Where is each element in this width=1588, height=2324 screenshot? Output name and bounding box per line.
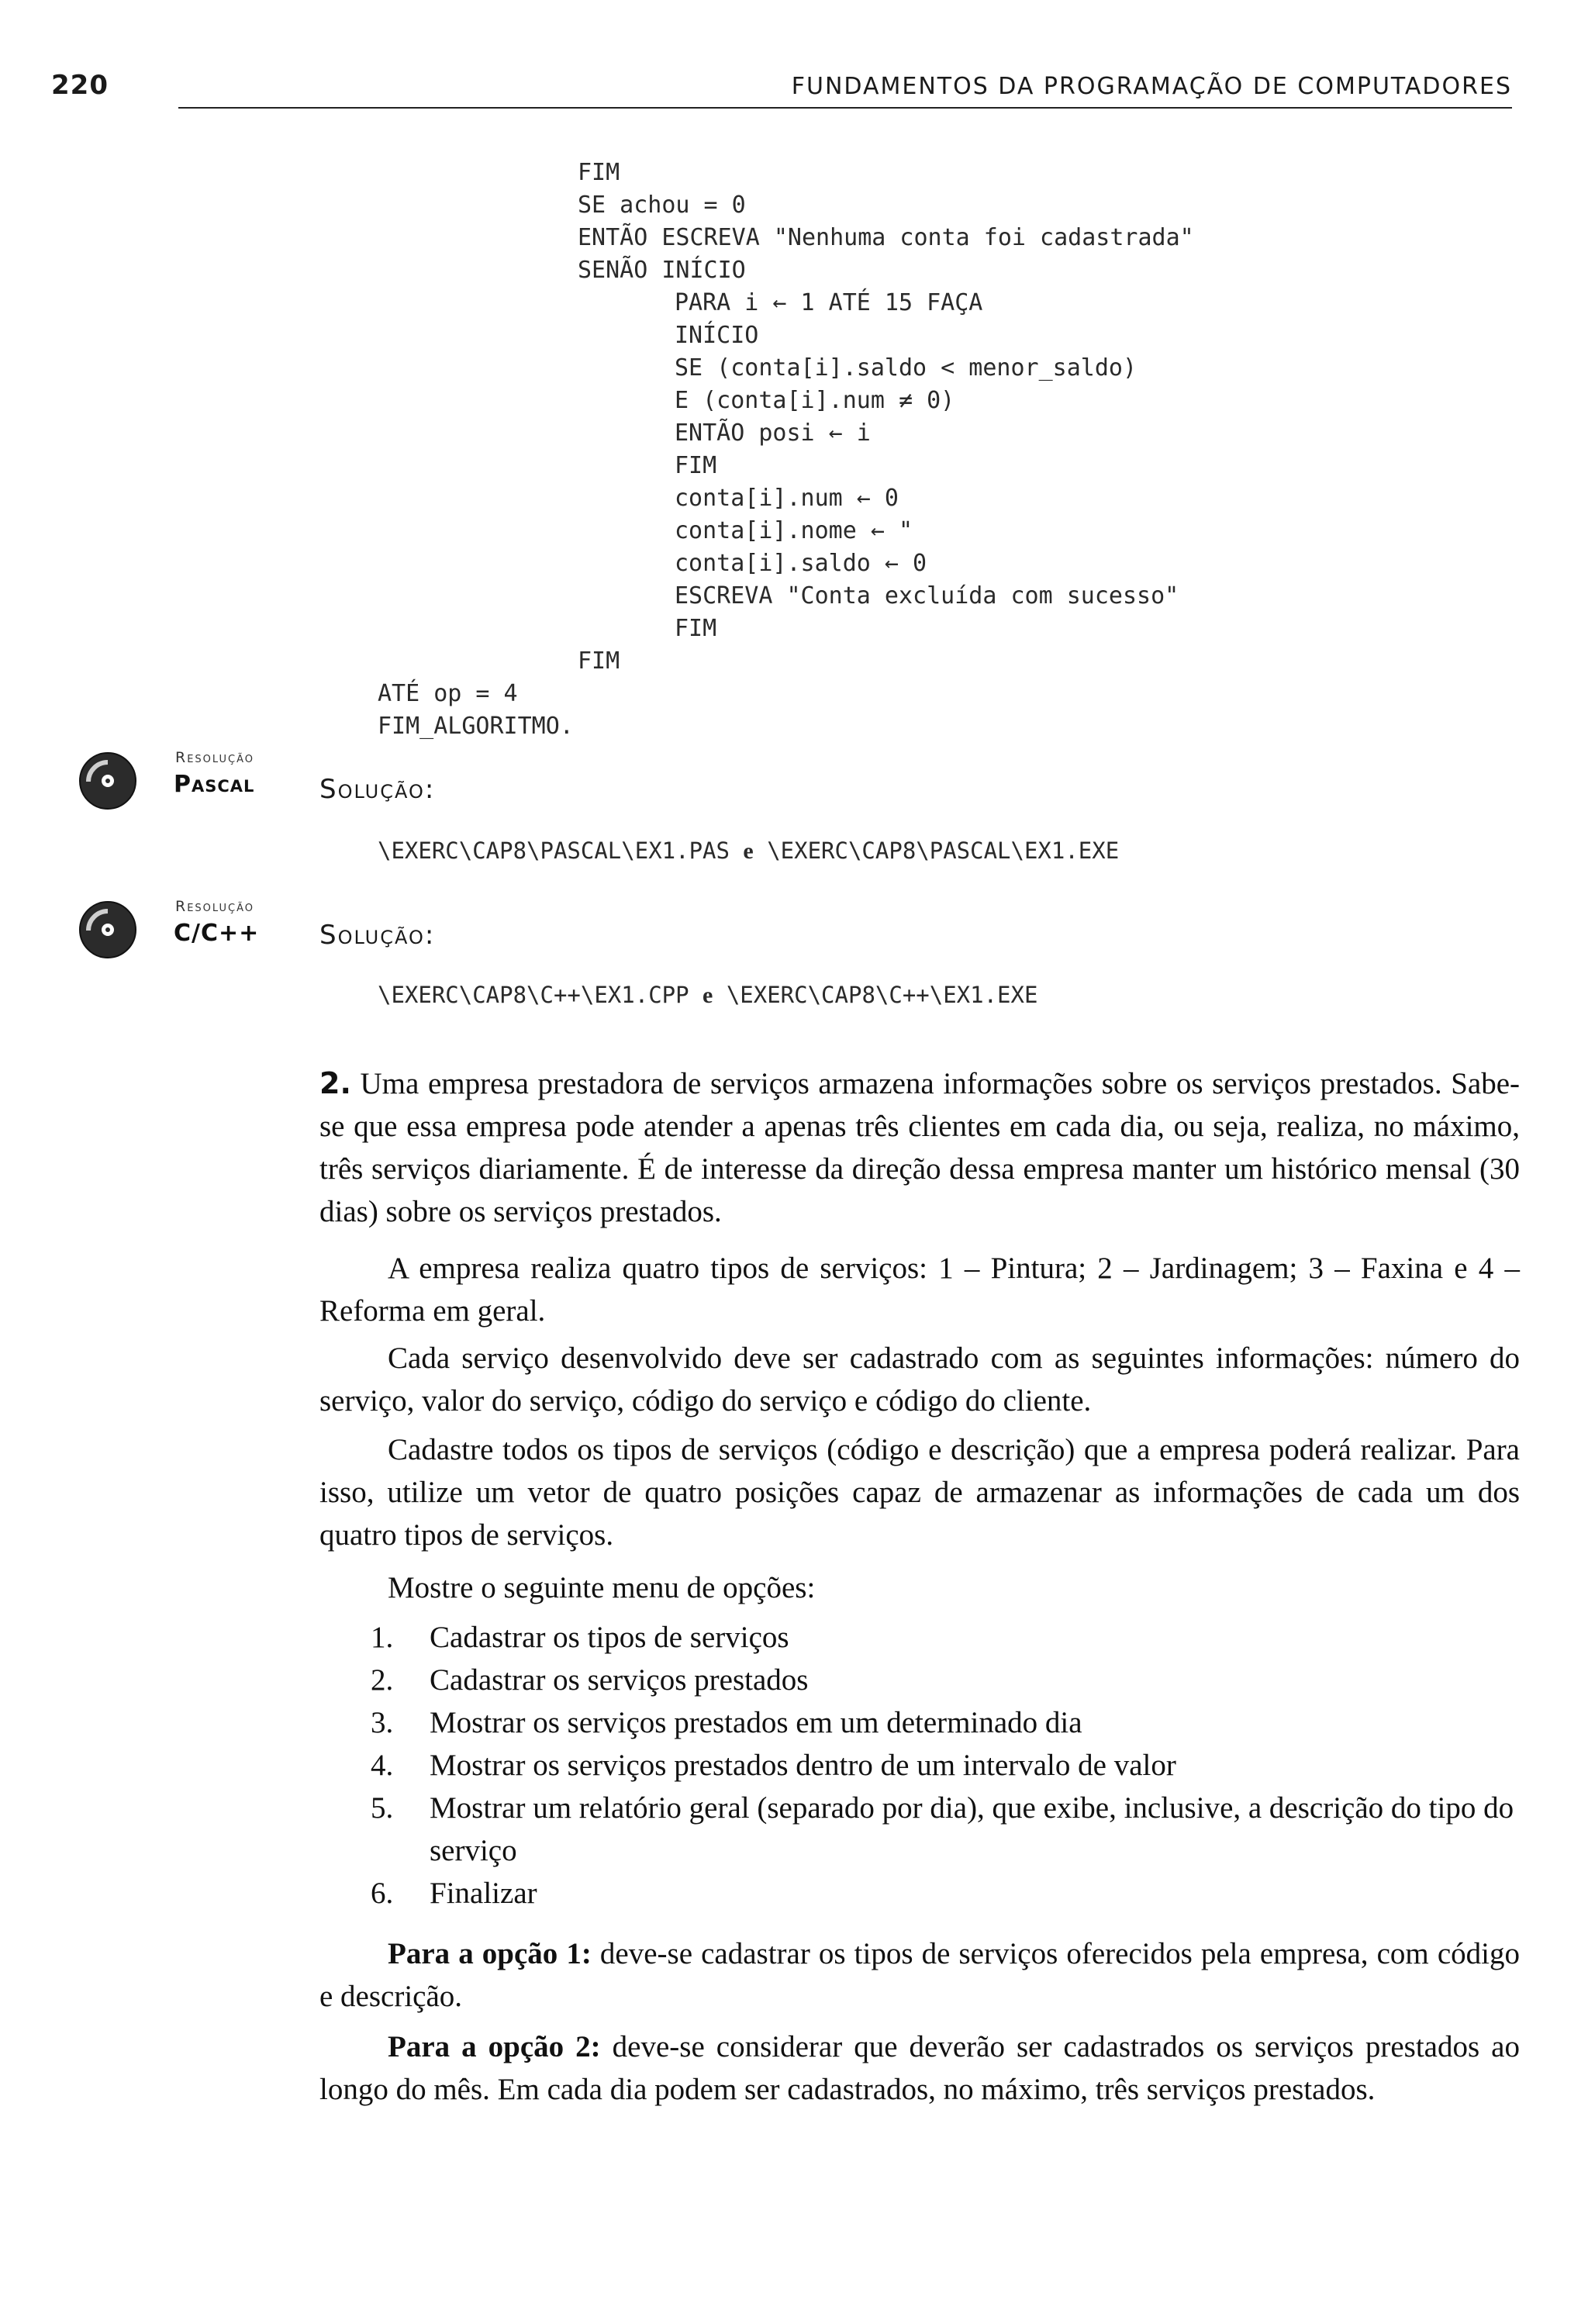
code-line: E (conta[i].num ≠ 0) xyxy=(675,387,955,414)
option-2-text: deve-se considerar que deverão ser cadastrados os serviços prestados ao longo do mês. Em cada dia podem ser cadastrados, no máximo, três serviços prestados. xyxy=(319,2030,1520,2106)
solution-path-executable: \EXERC\CAP8\C++\EX1.EXE xyxy=(726,982,1038,1008)
code-line: ESCREVA "Conta excluída com sucesso" xyxy=(675,582,1179,609)
exercise-intro-text: Uma empresa prestadora de serviços armazena informações sobre os serviços prestados. Sabe-se que essa empresa pode atender a apenas três clientes em cada dia, ou seja, realiza, no máximo, três serviços diariamente. É de interesse da direção dessa empresa manter um histórico mensal (30 dias) sobre os serviços prestados. xyxy=(319,1067,1521,1228)
solution-path-source: \EXERC\CAP8\PASCAL\EX1.PAS xyxy=(378,837,730,864)
resolution-badge-pascal xyxy=(78,748,295,817)
code-line: conta[i].saldo ← 0 xyxy=(675,550,927,577)
paragraph: Mostre o seguinte menu de opções: xyxy=(388,1571,816,1604)
path-conjunction: e xyxy=(743,838,754,864)
code-line: FIM xyxy=(675,452,717,479)
code-line: FIM xyxy=(675,615,717,642)
exercise-intro xyxy=(319,1062,1520,1233)
running-title: FUNDAMENTOS DA PROGRAMAÇÃO DE COMPUTADORES xyxy=(791,73,1512,100)
solution-label: Solução: xyxy=(319,774,436,805)
list-item-text: Mostrar um relatório geral (separado por dia), que exibe, inclusive, a descrição do tipo do serviço xyxy=(430,1791,1514,1867)
code-line: FIM xyxy=(578,647,620,675)
exercise-number: 2. xyxy=(319,1066,351,1100)
disc-icon xyxy=(78,751,138,811)
list-item-number: 3. xyxy=(371,1706,394,1739)
list-item-number: 4. xyxy=(371,1749,394,1782)
code-line: ENTÃO ESCREVA "Nenhuma conta foi cadastrada" xyxy=(578,224,1194,251)
paragraph: Cadastre todos os tipos de serviços (código e descrição) que a empresa poderá realizar. Para isso, utilize um vetor de quatro posições capaz de armazenar as informações de cada um dos quatro tipos de serviços. xyxy=(319,1433,1520,1552)
list-item xyxy=(371,1659,1526,1701)
code-line: PARA i ← 1 ATÉ 15 FAÇA xyxy=(675,289,983,316)
list-item xyxy=(371,1744,1526,1787)
list-item-number: 1. xyxy=(371,1621,394,1654)
list-item xyxy=(371,1701,1526,1744)
page-number: 220 xyxy=(51,70,109,101)
option-1-label: Para a opção 1: xyxy=(388,1937,592,1970)
list-item-text: Cadastrar os serviços prestados xyxy=(430,1663,809,1697)
code-line: conta[i].nome ← " xyxy=(675,517,913,544)
option-1-paragraph xyxy=(319,1932,1520,2018)
path-conjunction: e xyxy=(703,982,713,1008)
option-2-paragraph xyxy=(319,2025,1520,2111)
resolution-language: C/C++ xyxy=(174,920,260,947)
option-1-text: deve-se cadastrar os tipos de serviços oferecidos pela empresa, com código e descrição. xyxy=(319,1937,1520,2013)
solution-path-executable: \EXERC\CAP8\PASCAL\EX1.EXE xyxy=(767,837,1120,864)
paragraph: Cada serviço desenvolvido deve ser cadastrado com as seguintes informações: número do serviço, valor do serviço, código do serviço e código do cliente. xyxy=(319,1342,1520,1418)
code-line: FIM_ALGORITMO. xyxy=(378,713,574,740)
list-item-number: 2. xyxy=(371,1663,394,1697)
menu-list xyxy=(371,1616,1526,1915)
list-item-text: Mostrar os serviços prestados dentro de um intervalo de valor xyxy=(430,1749,1176,1782)
code-line: conta[i].num ← 0 xyxy=(675,485,899,512)
list-item xyxy=(371,1787,1526,1872)
option-2-label: Para a opção 2: xyxy=(388,2030,601,2063)
code-line: ENTÃO posi ← i xyxy=(675,420,871,447)
resolution-label: Resolução xyxy=(175,898,254,915)
code-line: INÍCIO xyxy=(675,322,759,349)
paragraph: A empresa realiza quatro tipos de serviços: 1 – Pintura; 2 – Jardinagem; 3 – Faxina e 4 – Reforma em geral. xyxy=(319,1252,1520,1328)
solution-path xyxy=(378,982,1037,1009)
resolution-language: Pascal xyxy=(174,771,255,798)
list-item-text: Mostrar os serviços prestados em um determinado dia xyxy=(430,1706,1082,1739)
solution-path xyxy=(378,837,1119,865)
list-item-text: Cadastrar os tipos de serviços xyxy=(430,1621,789,1654)
solution-path-source: \EXERC\CAP8\C++\EX1.CPP xyxy=(378,982,689,1008)
list-item-number: 6. xyxy=(371,1877,394,1910)
code-line: SE (conta[i].saldo < menor_saldo) xyxy=(675,354,1137,382)
code-line: ATÉ op = 4 xyxy=(378,680,518,707)
code-line: SE achou = 0 xyxy=(578,192,746,219)
solution-label: Solução: xyxy=(319,920,436,951)
list-item xyxy=(371,1616,1526,1659)
list-item xyxy=(371,1872,1526,1915)
resolution-label: Resolução xyxy=(175,749,254,766)
code-line: FIM xyxy=(578,159,620,186)
header-rule xyxy=(178,107,1512,109)
resolution-badge-cpp xyxy=(78,896,295,966)
code-line: SENÃO INÍCIO xyxy=(578,257,746,284)
list-item-text: Finalizar xyxy=(430,1877,537,1910)
disc-icon xyxy=(78,900,138,960)
list-item-number: 5. xyxy=(371,1791,394,1825)
